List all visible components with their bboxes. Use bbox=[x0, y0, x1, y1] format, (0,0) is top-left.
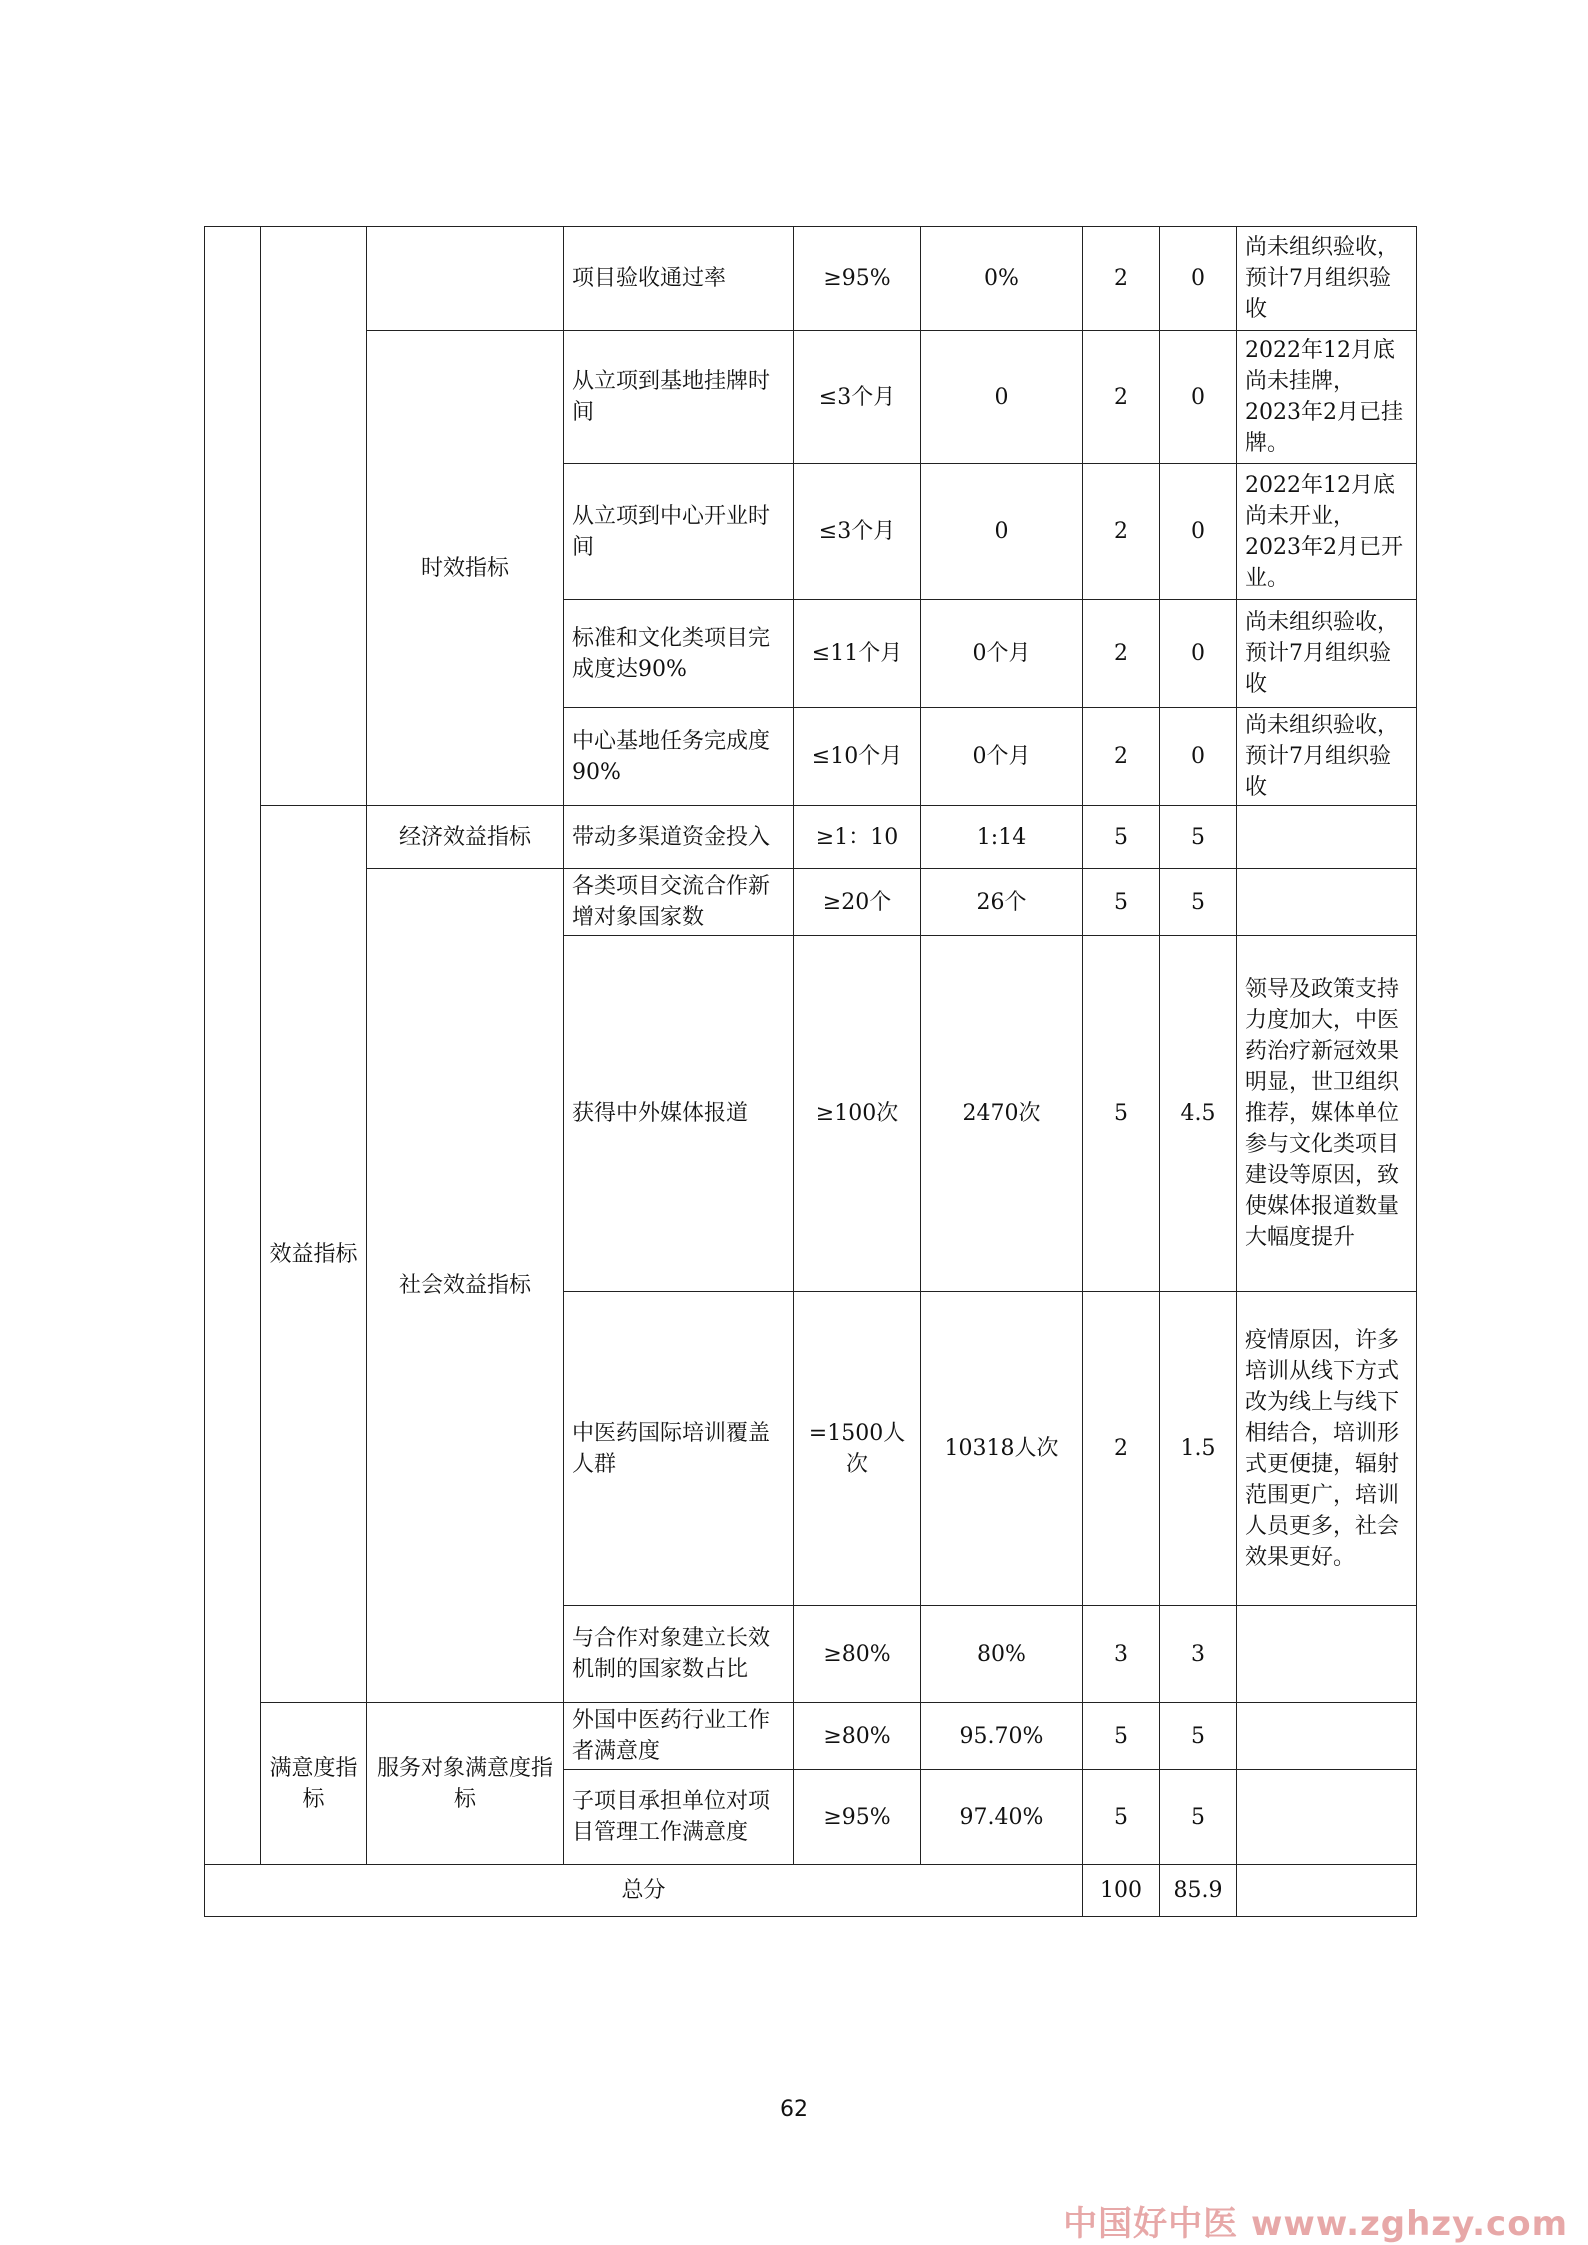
total-weight: 100 bbox=[1083, 1865, 1160, 1917]
target-cell: ≥80% bbox=[794, 1703, 921, 1770]
category-cell: 满意度指标 bbox=[261, 1703, 367, 1865]
actual-cell: 0个月 bbox=[921, 600, 1083, 708]
watermark-logo: 中国好中医 www.zghzy.com bbox=[1063, 2204, 1568, 2244]
target-cell: ≤3个月 bbox=[794, 331, 921, 464]
subcategory-cell: 社会效益指标 bbox=[367, 869, 564, 1703]
target-cell: ≤3个月 bbox=[794, 464, 921, 600]
weight-cell: 5 bbox=[1083, 1770, 1160, 1865]
indicator-cell: 从立项到基地挂牌时间 bbox=[564, 331, 794, 464]
table-row bbox=[205, 806, 1417, 869]
note-cell bbox=[1237, 1703, 1417, 1770]
category-cell: 效益指标 bbox=[261, 806, 367, 1703]
total-row bbox=[205, 1865, 1417, 1917]
weight-cell: 5 bbox=[1083, 1703, 1160, 1770]
weight-cell: 2 bbox=[1083, 331, 1160, 464]
weight-cell: 2 bbox=[1083, 600, 1160, 708]
table-row bbox=[205, 1703, 1417, 1770]
weight-cell: 2 bbox=[1083, 227, 1160, 331]
subcategory-cell bbox=[367, 227, 564, 331]
subcategory-cell: 服务对象满意度指标 bbox=[367, 1703, 564, 1865]
weight-cell: 2 bbox=[1083, 708, 1160, 806]
score-cell: 0 bbox=[1160, 600, 1237, 708]
score-cell: 5 bbox=[1160, 1703, 1237, 1770]
total-score: 85.9 bbox=[1160, 1865, 1237, 1917]
note-cell: 领导及政策支持力度加大，中医药治疗新冠效果明显，世卫组织推荐，媒体单位参与文化类项目建设等原因，致使媒体报道数量大幅度提升 bbox=[1237, 936, 1417, 1292]
target-cell: ≥1：10 bbox=[794, 806, 921, 869]
target-cell: ≤11个月 bbox=[794, 600, 921, 708]
table-row bbox=[205, 227, 1417, 331]
score-cell: 1.5 bbox=[1160, 1292, 1237, 1606]
weight-cell: 2 bbox=[1083, 1292, 1160, 1606]
actual-cell: 0个月 bbox=[921, 708, 1083, 806]
target-cell: ≤10个月 bbox=[794, 708, 921, 806]
note-cell: 2022年12月底尚未挂牌，2023年2月已挂牌。 bbox=[1237, 331, 1417, 464]
indicator-cell: 外国中医药行业工作者满意度 bbox=[564, 1703, 794, 1770]
target-cell: ≥20个 bbox=[794, 869, 921, 936]
actual-cell: 26个 bbox=[921, 869, 1083, 936]
score-cell: 3 bbox=[1160, 1606, 1237, 1703]
score-cell: 5 bbox=[1160, 869, 1237, 936]
note-cell: 尚未组织验收，预计7月组织验收 bbox=[1237, 708, 1417, 806]
note-cell: 尚未组织验收，预计7月组织验收 bbox=[1237, 227, 1417, 331]
table-row bbox=[205, 331, 1417, 464]
indicator-cell: 与合作对象建立长效机制的国家数占比 bbox=[564, 1606, 794, 1703]
actual-cell: 1:14 bbox=[921, 806, 1083, 869]
actual-cell: 0% bbox=[921, 227, 1083, 331]
note-cell: 疫情原因，许多培训从线下方式改为线上与线下相结合，培训形式更便捷，辐射范围更广，培训人员更多，社会效果更好。 bbox=[1237, 1292, 1417, 1606]
performance-indicator-table bbox=[204, 226, 1417, 1917]
subcategory-cell: 时效指标 bbox=[367, 331, 564, 806]
note-cell: 尚未组织验收，预计7月组织验收 bbox=[1237, 600, 1417, 708]
actual-cell: 80% bbox=[921, 1606, 1083, 1703]
note-cell bbox=[1237, 1606, 1417, 1703]
target-cell: ≥80% bbox=[794, 1606, 921, 1703]
subcategory-cell: 经济效益指标 bbox=[367, 806, 564, 869]
indicator-cell: 子项目承担单位对项目管理工作满意度 bbox=[564, 1770, 794, 1865]
actual-cell: 10318人次 bbox=[921, 1292, 1083, 1606]
total-label: 总分 bbox=[205, 1865, 1083, 1917]
actual-cell: 2470次 bbox=[921, 936, 1083, 1292]
weight-cell: 2 bbox=[1083, 464, 1160, 600]
target-cell: ≥100次 bbox=[794, 936, 921, 1292]
actual-cell: 97.40% bbox=[921, 1770, 1083, 1865]
note-cell: 2022年12月底尚未开业，2023年2月已开业。 bbox=[1237, 464, 1417, 600]
indicator-cell: 中心基地任务完成度90% bbox=[564, 708, 794, 806]
indicator-cell: 各类项目交流合作新增对象国家数 bbox=[564, 869, 794, 936]
score-cell: 4.5 bbox=[1160, 936, 1237, 1292]
indicator-cell: 项目验收通过率 bbox=[564, 227, 794, 331]
indicator-cell: 从立项到中心开业时间 bbox=[564, 464, 794, 600]
score-cell: 5 bbox=[1160, 806, 1237, 869]
target-cell: ≥95% bbox=[794, 227, 921, 331]
score-cell: 0 bbox=[1160, 331, 1237, 464]
actual-cell: 0 bbox=[921, 464, 1083, 600]
actual-cell: 0 bbox=[921, 331, 1083, 464]
actual-cell: 95.70% bbox=[921, 1703, 1083, 1770]
category-cell bbox=[261, 227, 367, 806]
indicator-cell: 带动多渠道资金投入 bbox=[564, 806, 794, 869]
weight-cell: 5 bbox=[1083, 869, 1160, 936]
target-cell: ≥95% bbox=[794, 1770, 921, 1865]
page-number: 62 bbox=[780, 2097, 808, 2122]
note-cell bbox=[1237, 1770, 1417, 1865]
note-cell bbox=[1237, 806, 1417, 869]
score-cell: 0 bbox=[1160, 708, 1237, 806]
note-cell bbox=[1237, 869, 1417, 936]
score-cell: 0 bbox=[1160, 464, 1237, 600]
left-margin-column bbox=[205, 227, 261, 1865]
indicator-cell: 获得中外媒体报道 bbox=[564, 936, 794, 1292]
score-cell: 0 bbox=[1160, 227, 1237, 331]
table-row bbox=[205, 869, 1417, 936]
indicator-cell: 标准和文化类项目完成度达90% bbox=[564, 600, 794, 708]
weight-cell: 5 bbox=[1083, 936, 1160, 1292]
total-note bbox=[1237, 1865, 1417, 1917]
score-cell: 5 bbox=[1160, 1770, 1237, 1865]
indicator-cell: 中医药国际培训覆盖人群 bbox=[564, 1292, 794, 1606]
weight-cell: 3 bbox=[1083, 1606, 1160, 1703]
target-cell: =1500人次 bbox=[794, 1292, 921, 1606]
weight-cell: 5 bbox=[1083, 806, 1160, 869]
